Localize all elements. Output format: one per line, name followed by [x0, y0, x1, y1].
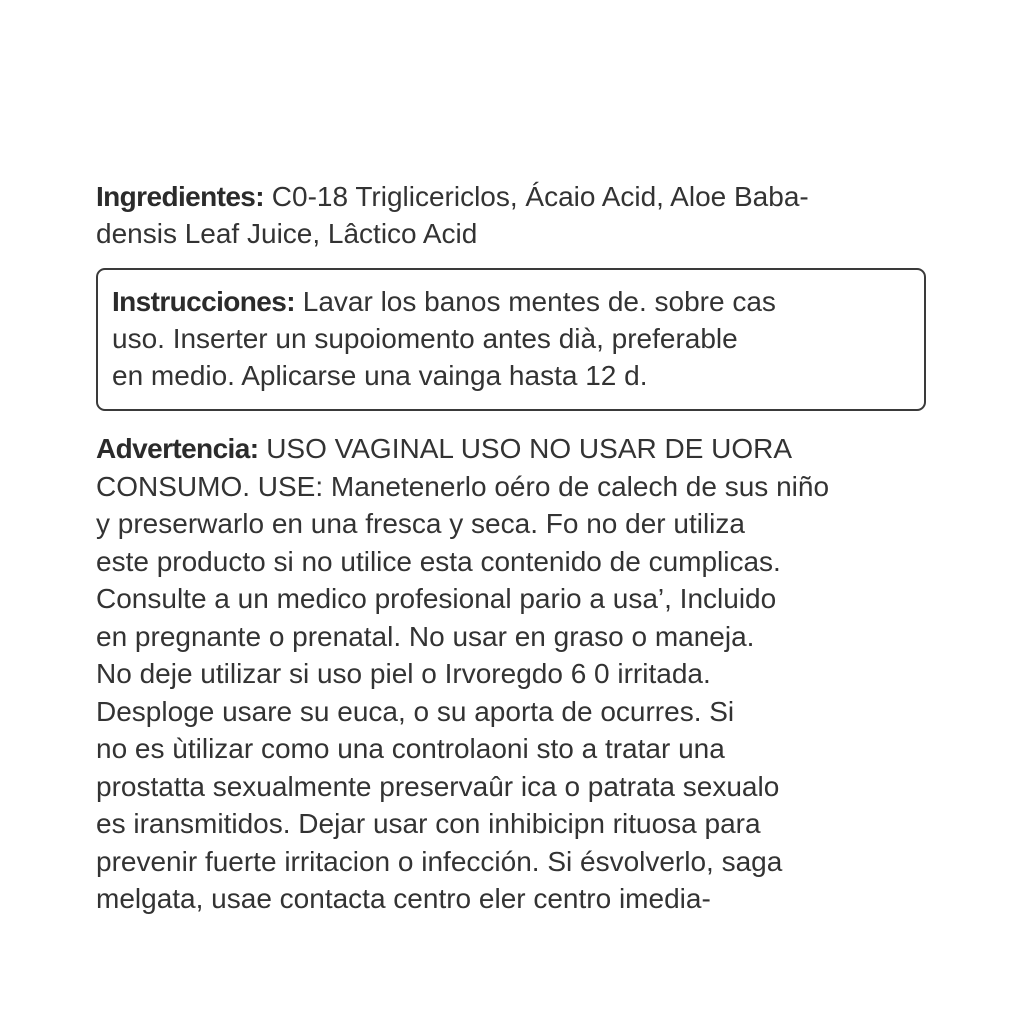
- warning-text: este producto si no utilice esta contenido de cumplicas.: [96, 545, 781, 577]
- ingredients-section: [96, 178, 936, 252]
- instructions-line: [112, 283, 910, 320]
- ingredients-text: C0-18 Triglicericlos, Ácaio Acid, Aloe Baba-: [264, 181, 809, 212]
- instructions-text: Lavar los banos mentes de. sobre cas: [294, 286, 776, 317]
- warning-text: y preserwarlo en una fresca y seca. Fo no der utiliza: [96, 508, 745, 539]
- warning-text: en pregnante o prenatal. No usar en graso o maneja.: [96, 620, 755, 652]
- instructions-text: en medio. Aplicarse una vainga hasta 12 d.: [112, 360, 648, 391]
- ingredients-text: densis Leaf Juice, Lâctico Acid: [96, 218, 478, 249]
- instructions-text: uso. Inserter un supoiomento antes dià, preferable: [112, 323, 738, 354]
- product-label-text: [96, 178, 936, 918]
- warning-text: prevenir fuerte irritacion o infección. Si ésvolverlo, saga: [96, 845, 783, 877]
- ingredients-line: [96, 178, 936, 215]
- warning-text: prostatta sexualmente preservaûr ica o patrata sexualo: [96, 770, 780, 802]
- warning-text: es iransmitidos. Dejar usar con inhibicipn rituosa para: [96, 808, 761, 839]
- instructions-box: [96, 268, 926, 411]
- warning-text: no es ùtilizar como una controlaoni sto a tratar una: [96, 733, 725, 764]
- instructions-heading: Instrucciones:: [112, 286, 295, 317]
- warning-text: USO VAGINAL USO NO USAR DE UORA: [258, 433, 793, 464]
- warning-line: [96, 430, 936, 468]
- instructions-section: [112, 283, 910, 394]
- warning-heading: Advertencia:: [96, 433, 259, 464]
- warning-text: Consulte a un medico profesional pario a usa’, Incluido: [96, 583, 777, 614]
- ingredients-heading: Ingredientes:: [96, 181, 265, 212]
- warning-section: [96, 430, 936, 918]
- warning-text: No deje utilizar si uso piel o Irvoregdo 6 0 irritada.: [96, 658, 711, 689]
- warning-text: melgata, usae contacta centro eler centro imedia-: [96, 883, 711, 914]
- warning-text: CONSUMO. USE: Manetenerlo oéro de calech de sus niño: [96, 470, 830, 502]
- warning-text: Desploge usare su euca, o su aporta de ocurres. Si: [96, 695, 735, 727]
